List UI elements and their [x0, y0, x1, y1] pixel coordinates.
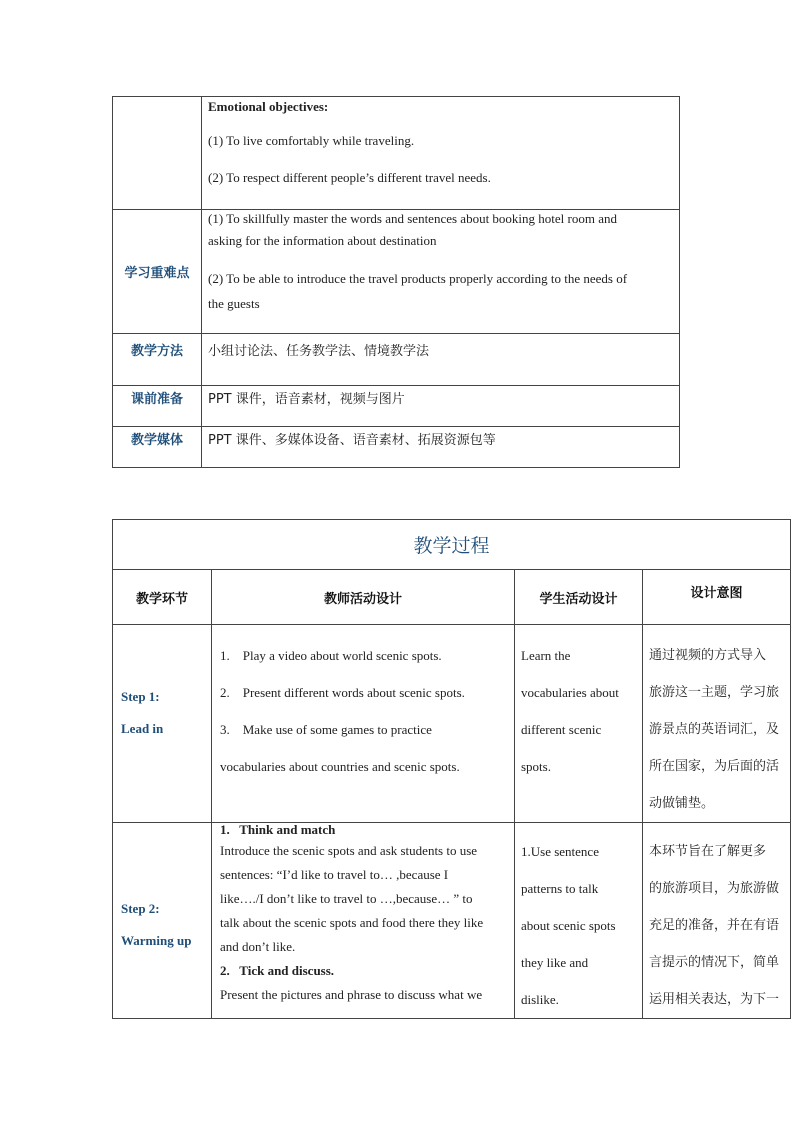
- emotional-objectives-cell: [202, 97, 680, 210]
- step1-teacher-line-2: 2. Present different words about scenic spots.: [220, 685, 465, 700]
- step2-teacher-line-3: like…./I don’t like to travel to …,because… ” to: [220, 891, 473, 906]
- step1-teacher-line-4: vocabularies about countries and scenic spots.: [220, 759, 460, 774]
- teaching-process-table: [112, 519, 791, 1019]
- empty-label-cell: [113, 97, 202, 210]
- key-point-line-3: (2) To be able to introduce the travel products properly according to the needs of: [208, 271, 628, 286]
- step1-student-line-4: spots.: [521, 759, 551, 774]
- step2-name: Warming up: [121, 932, 192, 948]
- step2-intent-line-5: 运用相关表达，为下一: [649, 992, 780, 1007]
- step1-intent-line-5: 动做铺垫。: [649, 796, 715, 811]
- step2-teacher-line-1: Introduce the scenic spots and ask students to use: [220, 843, 478, 858]
- step2-label: [113, 823, 212, 1019]
- method-label: 教学方法: [113, 334, 202, 386]
- step2-intent-line-2: 的旅游项目，为旅游做: [649, 881, 780, 896]
- step1-intent-line-3: 游景点的英语词汇，及: [649, 722, 780, 737]
- step2-student-line-4: they like and: [521, 955, 589, 970]
- media-value: PPT 课件、多媒体设备、语音素材、拓展资源包等: [202, 427, 680, 468]
- step2-student-line-1: 1.Use sentence: [521, 844, 599, 859]
- step1-student-line-2: vocabularies about: [521, 685, 619, 700]
- step2-intent-line-1: 本环节旨在了解更多: [649, 844, 767, 859]
- key-point-line-4: the guests: [208, 296, 260, 311]
- step2-student-line-3: about scenic spots: [521, 918, 616, 933]
- step1-name: Lead in: [121, 720, 164, 736]
- step1-intent-line-2: 旅游这一主题，学习旅: [649, 685, 780, 700]
- emotional-heading: Emotional objectives:: [208, 99, 329, 114]
- step1-intent-line-1: 通过视频的方式导入: [649, 648, 767, 663]
- step2-teacher-line-6: Present the pictures and phrase to discuss what we: [220, 987, 483, 1002]
- step2-student-cell: [515, 823, 643, 1019]
- step1-intent-line-4: 所在国家，为后面的活: [649, 759, 780, 774]
- emotional-line-2: (2) To respect different people’s different travel needs.: [208, 170, 491, 185]
- process-title: 教学过程: [113, 520, 791, 570]
- step1-student-line-1: Learn the: [521, 648, 571, 663]
- step1-number: Step 1:: [121, 688, 160, 704]
- step2-teacher-heading-1: 1. Think and match: [220, 822, 336, 837]
- objectives-table: [112, 96, 680, 468]
- step1-teacher-cell: [212, 625, 515, 823]
- step2-intent-line-3: 充足的准备，并在有语: [649, 918, 780, 933]
- step2-intent-line-4: 言提示的情况下，简单: [649, 955, 780, 970]
- header-stage: 教学环节: [113, 570, 212, 625]
- step1-teacher-line-1: 1. Play a video about world scenic spots.: [220, 648, 442, 663]
- step1-student-line-3: different scenic: [521, 722, 602, 737]
- media-label: 教学媒体: [113, 427, 202, 468]
- step2-teacher-heading-2: 2. Tick and discuss.: [220, 963, 335, 978]
- prep-value: PPT 课件，语音素材，视频与图片: [202, 386, 680, 427]
- header-student-activity: 学生活动设计: [515, 570, 643, 625]
- step1-teacher-line-3: 3. Make use of some games to practice: [220, 722, 432, 737]
- method-value: 小组讨论法、任务教学法、情境教学法: [202, 334, 680, 386]
- step2-student-line-2: patterns to talk: [521, 881, 599, 896]
- step2-teacher-line-2: sentences: “I’d like to travel to… ,because I: [220, 867, 449, 882]
- step1-student-cell: [515, 625, 643, 823]
- step1-label: [113, 625, 212, 823]
- prep-label: 课前准备: [113, 386, 202, 427]
- header-design-intent: 设计意图: [643, 570, 791, 625]
- header-teacher-activity: 教师活动设计: [212, 570, 515, 625]
- step2-teacher-line-4: talk about the scenic spots and food there they like: [220, 915, 484, 930]
- step2-number: Step 2:: [121, 900, 160, 916]
- emotional-line-1: (1) To live comfortably while traveling.: [208, 133, 415, 148]
- key-points-cell: [202, 210, 680, 334]
- step1-intent-cell: [643, 625, 791, 823]
- step2-teacher-line-5: and don’t like.: [220, 939, 296, 954]
- step2-student-line-5: dislike.: [521, 992, 559, 1007]
- key-points-label: 学习重难点: [113, 210, 202, 334]
- step2-teacher-cell: [212, 823, 515, 1019]
- key-point-line-1: (1) To skillfully master the words and sentences about booking hotel room and: [208, 211, 617, 226]
- key-point-line-2: asking for the information about destination: [208, 233, 437, 248]
- step2-intent-cell: [643, 823, 791, 1019]
